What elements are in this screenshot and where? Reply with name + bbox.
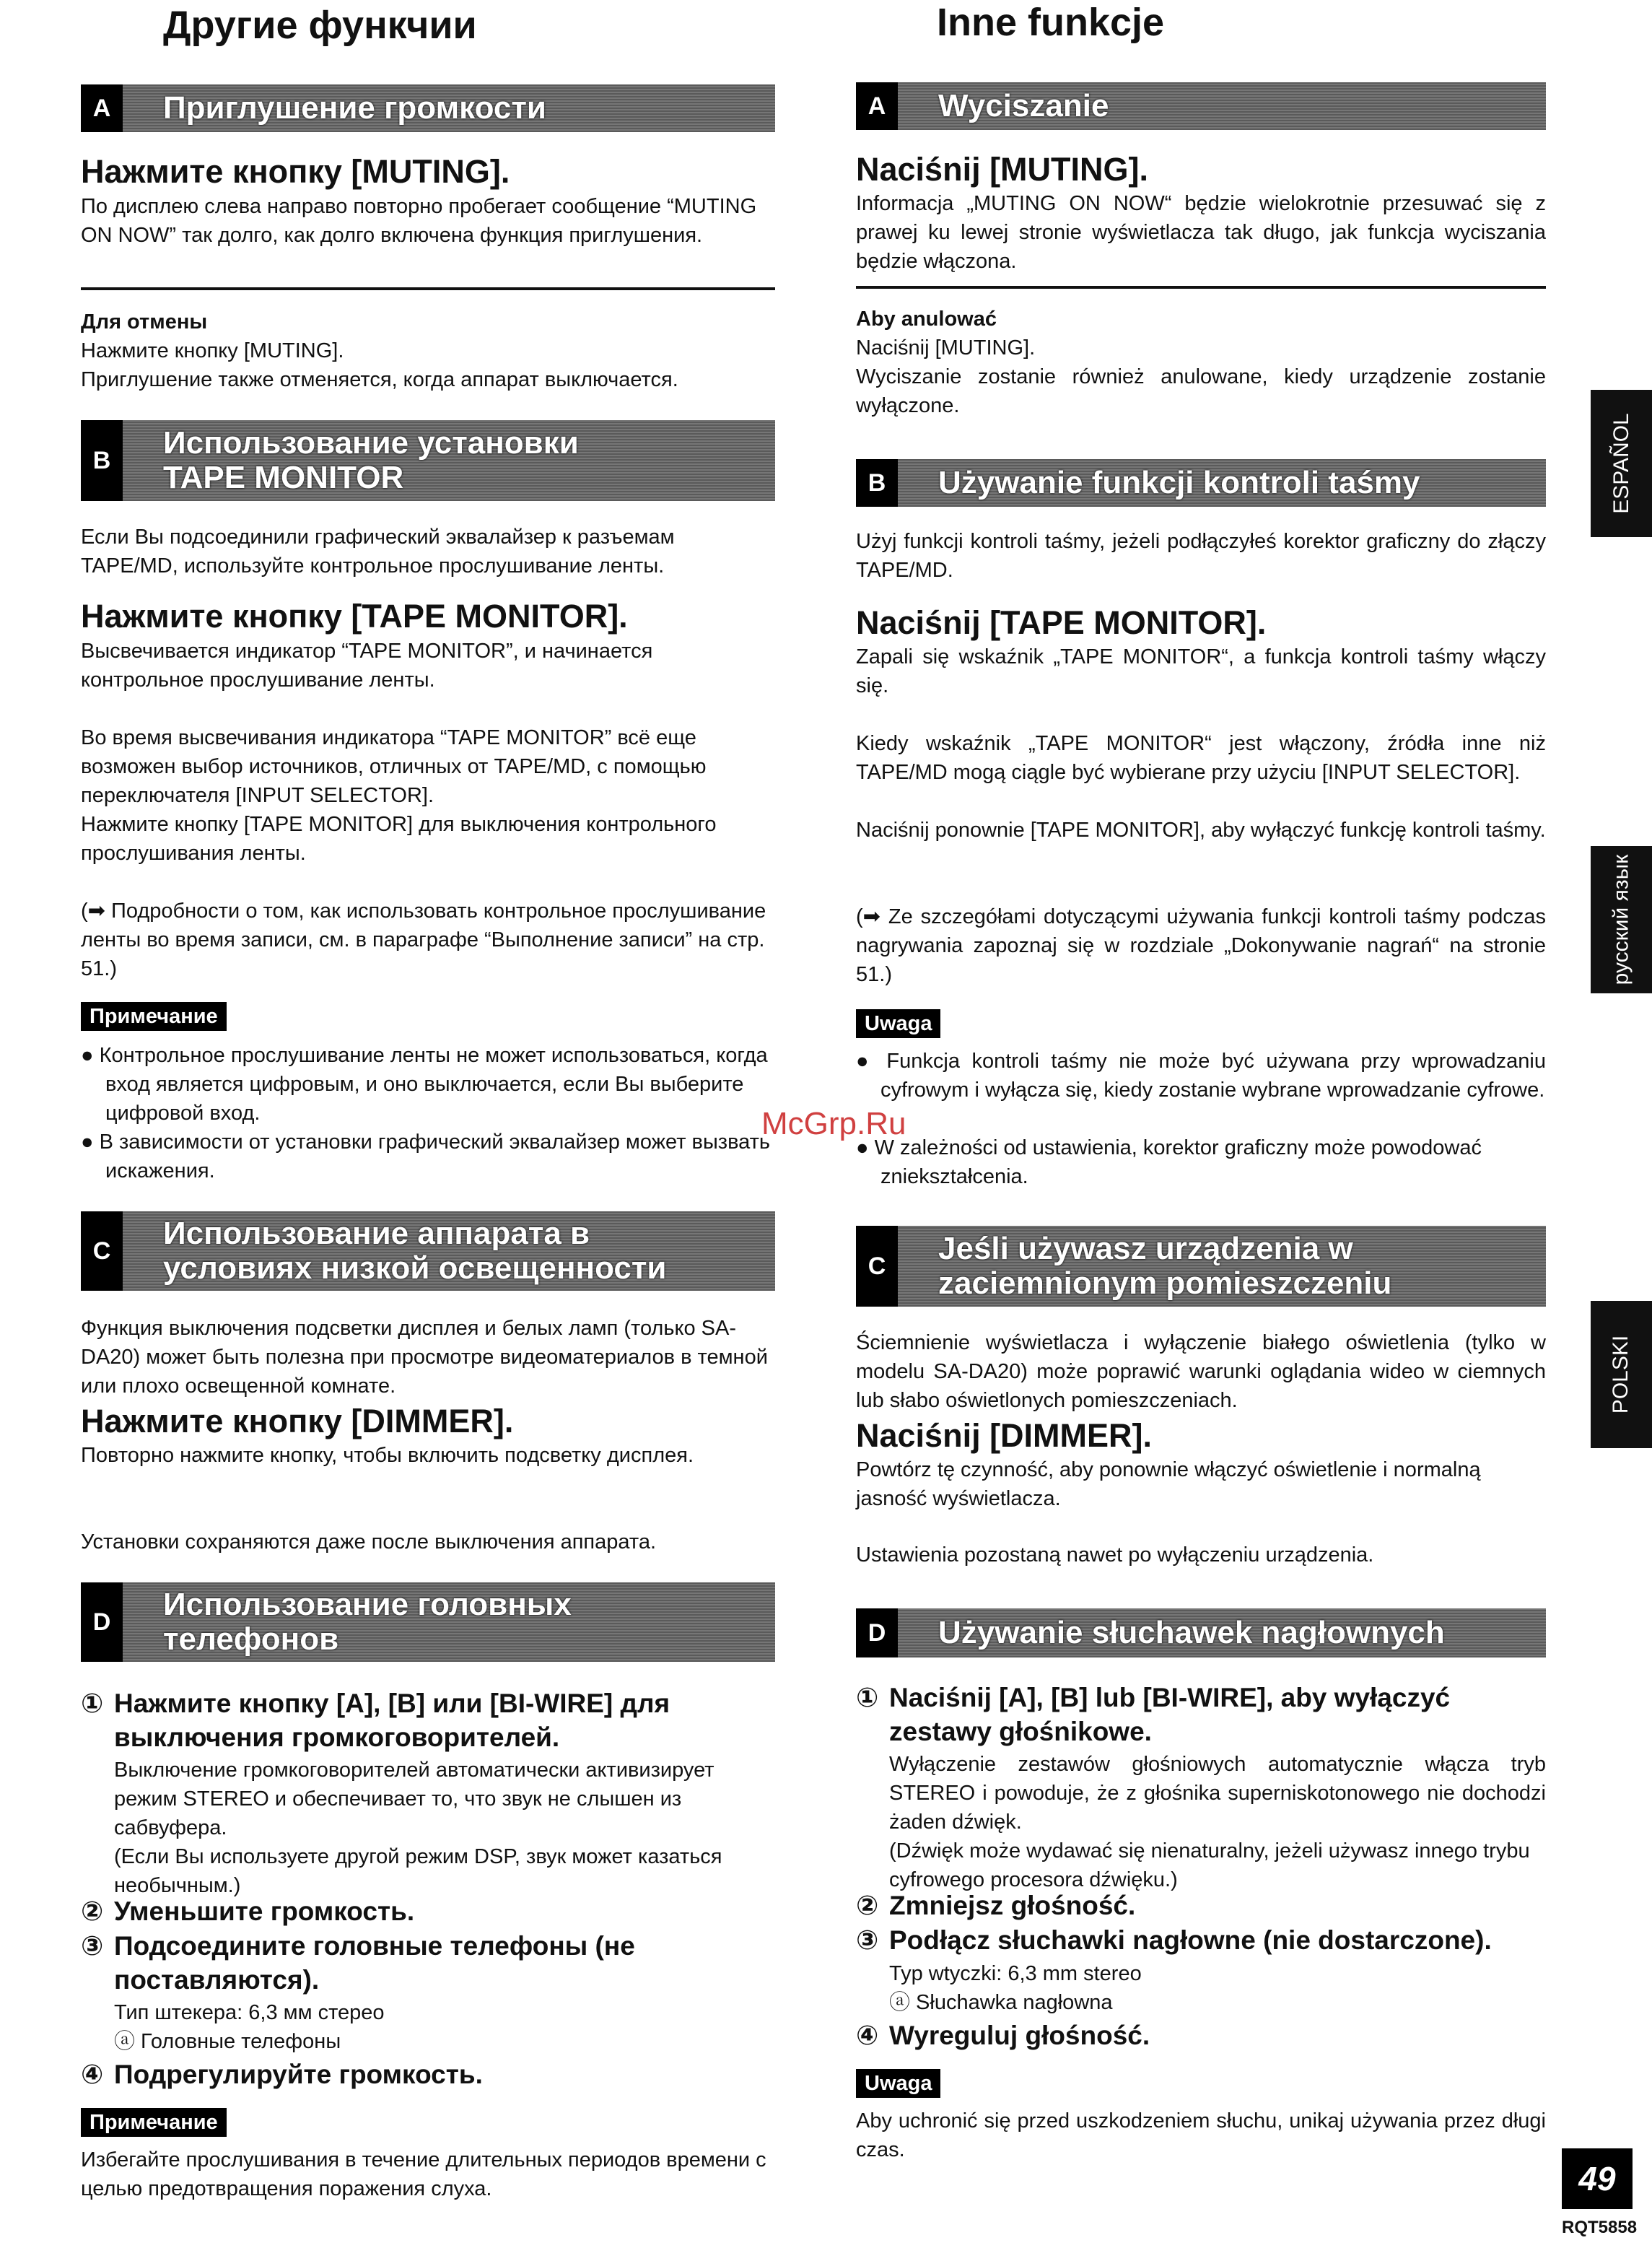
paragraph: Нажмите кнопку [MUTING].	[81, 339, 344, 362]
section-letter: D	[81, 1582, 123, 1662]
paragraph: Zapali się wskaźnik „TAPE MONITOR“, a funkcja kontroli taśmy włączy się.	[856, 645, 1546, 697]
section-letter: C	[856, 1226, 898, 1307]
section-heading	[123, 426, 579, 495]
section-heading	[123, 1216, 666, 1286]
paragraph: Функция выключения подсветки дисплея и белых ламп (только SA-DA20) может быть полезна при просмотре видеоматериалов в темной или плохо освещенной комнате.	[81, 1317, 768, 1398]
step-text: Zmniejsz głośność.	[889, 1891, 1136, 1920]
step-text: Naciśnij [A], [B] lub [BI-WIRE], aby wyłączyć zestawy głośnikowe.	[889, 1683, 1451, 1746]
section-heading-line: телефонов	[163, 1621, 339, 1657]
paragraph: Naciśnij [MUTING].	[856, 336, 1036, 360]
paragraph: Ściemnienie wyświetlacza i wyłączenie białego oświetlenia (tylko w modelu SA-DA20) może poprawić warunki oglądania wideo w ciemnych lub słabo oświetlonych pomieszczeniach.	[856, 1331, 1546, 1412]
paragraph: Ustawienia pozostaną nawet po wyłączeniu urządzenia.	[856, 1543, 1374, 1567]
step-description: Wyłączenie zestawów głośniowych automatycznie włącza tryb STEREO i powoduje, że z głośnika superniskotonowego nie dochodzi żaden dźwięk.	[889, 1753, 1546, 1834]
cancel-title: Для отмены	[81, 310, 208, 334]
step-2-pl	[856, 1888, 1546, 1922]
page-title-pl: Inne funkcje	[937, 1, 1165, 44]
section-heading: Używanie słuchawek nagłownych	[938, 1615, 1445, 1650]
paragraph: Повторно нажмите кнопку, чтобы включить подсветку дисплея.	[81, 1444, 694, 1467]
divider	[856, 286, 1546, 289]
section-heading-line: Использование головных	[163, 1587, 572, 1622]
step-1-pl	[856, 1681, 1546, 1748]
paragraph: Нажмите кнопку [TAPE MONITOR] для выключения контрольного прослушивания ленты.	[81, 813, 717, 865]
paragraph: Naciśnij ponownie [TAPE MONITOR], aby wyłączyć funkcję kontroli taśmy.	[856, 819, 1546, 842]
step-4-ru	[81, 2057, 775, 2091]
paragraph: Приглушение также отменяется, когда аппарат выключается.	[81, 368, 678, 391]
step-number: ①	[81, 1689, 104, 1718]
section-letter: A	[81, 84, 123, 132]
language-tab-russian	[1591, 846, 1652, 993]
step-number: ③	[856, 1925, 879, 1955]
section-d-header-ru	[81, 1582, 775, 1662]
step-number: ②	[81, 1896, 104, 1926]
step-text: Подрегулируйте громкость.	[114, 2060, 483, 2089]
page-number: 49	[1562, 2148, 1633, 2209]
paragraph: Wyciszanie zostanie również anulowane, kiedy urządzenie zostanie wyłączone.	[856, 365, 1546, 417]
note-label: Примечание	[81, 2108, 227, 2137]
section-heading-line: zaciemnionym pomieszczeniu	[938, 1265, 1392, 1301]
section-heading-line: Использование аппарата в	[163, 1216, 590, 1251]
step-number: ③	[81, 1931, 104, 1961]
paragraph: Избегайте прослушивания в течение длительных периодов времени с целью предотвращения поражения слуха.	[81, 2148, 766, 2200]
paragraph: Informacja „MUTING ON NOW“ będzie wielokrotnie przesuwać się z prawej ku lewej stronie wyświetlacza tak długo, jak funkcja wyciszania będzie włączona.	[856, 192, 1546, 273]
section-heading: Używanie funkcji kontroli taśmy	[938, 465, 1420, 500]
section-heading-line: Использование установки	[163, 425, 579, 461]
step-number: ②	[856, 1891, 879, 1920]
reference-paragraph: (➡ Ze szczegółami dotyczącymi używania funkcji kontroli taśmy podczas nagrywania zapoznaj się w rozdziale „Dokonywanie nagrań“ na stronie 51.)	[856, 905, 1546, 986]
step-number: ①	[856, 1683, 879, 1712]
step-number: ④	[856, 2021, 879, 2050]
step-4-pl	[856, 2018, 1546, 2052]
language-tab-label: русский язык	[1609, 854, 1633, 985]
language-tab-polski	[1591, 1301, 1652, 1448]
cancel-title: Aby anulować	[856, 308, 997, 331]
section-d-header-pl	[856, 1608, 1546, 1657]
section-heading	[898, 1232, 1391, 1301]
section-letter: C	[81, 1211, 123, 1291]
step-3-pl	[856, 1923, 1546, 1957]
page-title-ru: Другие функчии	[163, 4, 477, 47]
step-2-ru	[81, 1894, 775, 1928]
section-b-header-ru	[81, 420, 775, 501]
step-text: Подсоедините головные телефоны (не поставляются).	[114, 1931, 635, 1995]
section-letter: D	[856, 1608, 898, 1657]
paragraph: Установки сохраняются даже после выключения аппарата.	[81, 1530, 657, 1554]
step-3-ru	[81, 1929, 775, 1997]
action-dimmer-pl: Naciśnij [DIMMER].	[856, 1417, 1153, 1454]
section-letter: B	[856, 459, 898, 507]
paragraph: По дисплею слева направо повторно пробегает сообщение “MUTING ON NOW” так долго, как долго включена функция приглушения.	[81, 195, 757, 247]
paragraph: Если Вы подсоединили графический эквалайзер к разъемам TAPE/MD, используйте контрольное прослушивание ленты.	[81, 526, 675, 578]
section-heading-line: условиях низкой освещенности	[163, 1250, 667, 1286]
action-tape-monitor-ru: Нажмите кнопку [TAPE MONITOR].	[81, 598, 628, 635]
reference-paragraph: (➡ Подробности о том, как использовать контрольное прослушивание ленты во время записи, см. в параграфе “Выполнение записи” на стр. 51.)	[81, 899, 766, 980]
action-tape-monitor-pl: Naciśnij [TAPE MONITOR].	[856, 604, 1267, 641]
section-a-header-pl	[856, 82, 1546, 130]
language-tab-label: POLSKI	[1609, 1335, 1633, 1414]
paragraph: Użyj funkcji kontroli taśmy, jeżeli podłączyłeś korektor graficzny do złączy TAPE/MD.	[856, 530, 1546, 582]
note-label: Примечание	[81, 1002, 227, 1031]
step-1-ru	[81, 1686, 775, 1754]
paragraph: Высвечивается индикатор “TAPE MONITOR”, и начинается контрольное прослушивание ленты.	[81, 640, 653, 692]
section-b-header-pl	[856, 459, 1546, 507]
section-heading-line: Jeśli używasz urządzenia w	[938, 1231, 1353, 1266]
callout-label: ⓐ Головные телефоны	[114, 2030, 341, 2053]
step-text: Wyreguluj głośność.	[889, 2021, 1150, 2050]
step-text: Нажмите кнопку [A], [B] или [BI-WIRE] для выключения громкоговорителей.	[114, 1689, 670, 1752]
language-tab-label: ESPAÑOL	[1609, 413, 1633, 514]
language-tab-espanol	[1591, 390, 1652, 537]
section-heading: Wyciszanie	[938, 88, 1109, 123]
section-heading-line: TAPE MONITOR	[163, 460, 404, 495]
paragraph: Aby uchronić się przed uszkodzeniem słuchu, unikaj używania przez długi czas.	[856, 2109, 1546, 2161]
paragraph: Kiedy wskaźnik „TAPE MONITOR“ jest włączony, źródła inne niż TAPE/MD mogą ciągle być wybierane przy użyciu [INPUT SELECTOR].	[856, 732, 1546, 784]
step-text: Podłącz słuchawki nagłowne (nie dostarczone).	[889, 1925, 1492, 1955]
step-description: Typ wtyczki: 6,3 mm stereo	[889, 1962, 1142, 1985]
divider	[81, 287, 775, 290]
step-description: (Dźwięk może wydawać się nienaturalny, jeżeli używasz innego trybu cyfrowego procesora dźwięku.)	[889, 1839, 1530, 1891]
section-letter: B	[81, 420, 123, 501]
section-heading	[123, 1587, 572, 1657]
step-number: ④	[81, 2060, 104, 2089]
section-letter: A	[856, 82, 898, 130]
step-description: Тип штекера: 6,3 мм стерео	[114, 2001, 385, 2024]
section-a-header-ru	[81, 84, 775, 132]
paragraph: Powtórz tę czynność, aby ponownie włączyć oświetlenie i normalną jasność wyświetlacza.	[856, 1458, 1481, 1510]
section-c-header-pl	[856, 1226, 1546, 1307]
model-code: RQT5858	[1562, 2218, 1638, 2237]
section-heading: Приглушение громкости	[163, 90, 546, 126]
note-bullet: ● W zależności od ustawienia, korektor graficzny może powodować zniekształcenia.	[856, 1136, 1482, 1188]
action-dimmer-ru: Нажмите кнопку [DIMMER].	[81, 1403, 514, 1439]
step-text: Уменьшите громкость.	[114, 1896, 415, 1926]
step-description: Выключение громкоговорителей автоматически активизирует режим STEREO и обеспечивает то, что звук не слышен из сабвуфера.	[114, 1759, 714, 1839]
step-description: (Если Вы используете другой режим DSP, звук может казаться необычным.)	[114, 1845, 722, 1897]
action-muting-ru: Нажмите кнопку [MUTING].	[81, 153, 510, 190]
watermark: McGrp.Ru	[761, 1106, 906, 1141]
note-label: Uwaga	[856, 2069, 940, 2098]
action-muting-pl: Naciśnij [MUTING].	[856, 151, 1149, 188]
paragraph: Во время высвечивания индикатора “TAPE MONITOR” всё еще возможен выбор источников, отличных от TAPE/MD, с помощью переключателя [INPUT SELECTOR].	[81, 726, 707, 807]
note-label: Uwaga	[856, 1009, 940, 1038]
section-c-header-ru	[81, 1211, 775, 1291]
note-bullet: ● Funkcja kontroli taśmy nie może być używana przy wprowadzaniu cyfrowym i wyłącza się, kiedy zostanie wybrane wprowadzanie cyfrowe.	[856, 1050, 1546, 1102]
note-bullet: ● В зависимости от установки графический эквалайзер может вызвать искажения.	[81, 1130, 771, 1182]
note-bullet: ● Контрольное прослушивание ленты не может использоваться, когда вход является цифровым, и оно выключается, если Вы выберите цифровой вход.	[81, 1044, 768, 1125]
callout-label: ⓐ Słuchawka nagłowna	[889, 1991, 1113, 2014]
